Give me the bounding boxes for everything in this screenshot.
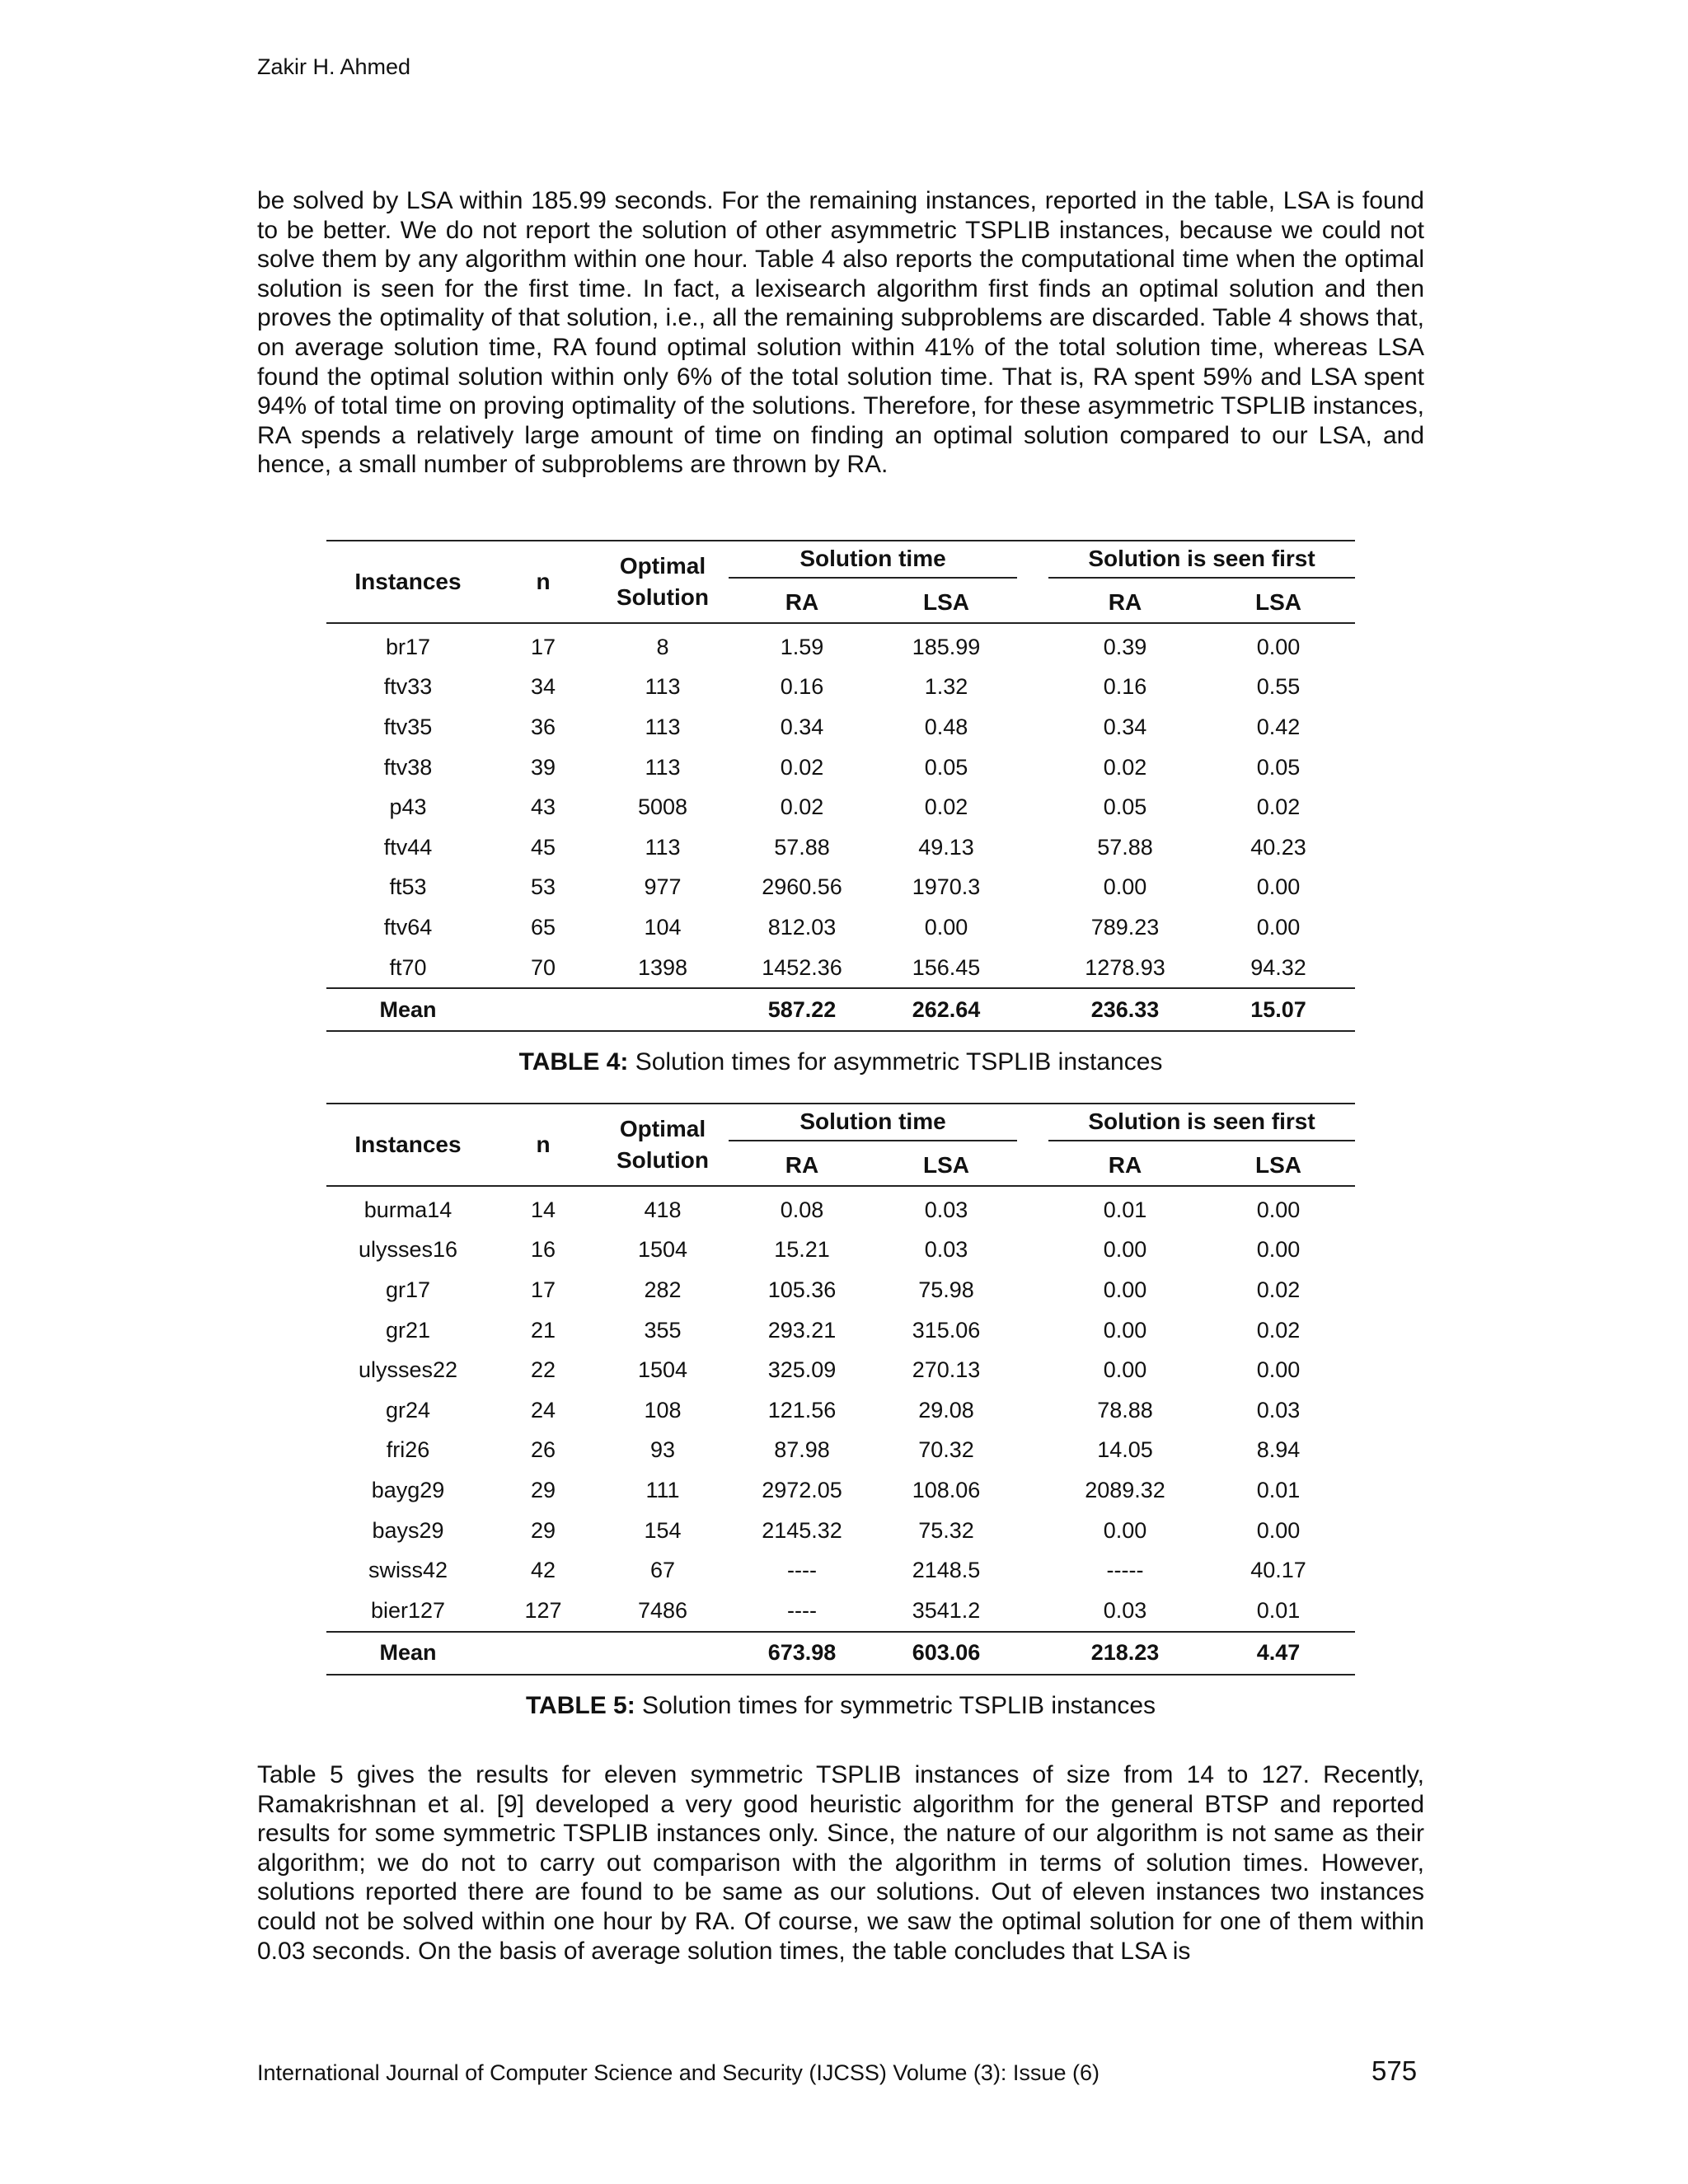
table-cell: 0.02 <box>780 794 824 820</box>
table-cell: 0.16 <box>780 674 824 700</box>
spacer-cell <box>1017 1390 1048 1431</box>
table-cell: 1278.93 <box>1085 954 1165 980</box>
table-cell: 104 <box>644 914 682 940</box>
table-cell: 315.06 <box>912 1317 981 1343</box>
table-cell: 0.16 <box>1103 674 1147 700</box>
table-cell: 0.03 <box>1103 1597 1147 1623</box>
table-cell: 17 <box>530 634 556 659</box>
table-cell: bays29 <box>372 1517 444 1543</box>
mean-row <box>326 988 1355 1031</box>
table-cell: 0.02 <box>1256 794 1301 820</box>
mean-cell: 673.98 <box>729 1632 875 1675</box>
table-cell: 16 <box>530 1237 556 1263</box>
table-cell: 0.05 <box>924 754 968 780</box>
table-cell: 127 <box>524 1597 562 1623</box>
table-row <box>326 1591 1355 1632</box>
header-solution-time: Solution time <box>729 541 1017 583</box>
table-cell: 1504 <box>637 1237 688 1263</box>
table-cell: 105.36 <box>767 1277 837 1302</box>
table-cell: 8 <box>656 634 669 659</box>
table-cell: 7486 <box>637 1597 688 1623</box>
table-cell: 0.34 <box>1103 714 1147 739</box>
spacer-cell <box>1017 787 1048 827</box>
table-cell: 36 <box>530 714 556 739</box>
table-cell: ulysses16 <box>358 1237 458 1263</box>
table-cell: ftv33 <box>383 674 433 700</box>
table-row <box>326 1470 1355 1511</box>
table-cell: ---- <box>787 1597 817 1623</box>
header-n: n <box>490 1104 597 1186</box>
table-cell: 0.02 <box>1256 1277 1301 1302</box>
table-row <box>326 868 1355 908</box>
table-cell: 1970.3 <box>912 874 981 900</box>
table-cell: 108 <box>644 1397 682 1422</box>
table-cell: 977 <box>644 874 682 900</box>
table-cell: 0.00 <box>1103 1517 1147 1543</box>
header-lsa: LSA <box>1202 583 1355 623</box>
table-cell: 14 <box>530 1197 556 1222</box>
table-cell: 2960.56 <box>762 874 842 900</box>
table-cell: ft53 <box>389 874 427 900</box>
table-row <box>326 1230 1355 1271</box>
table-5-caption <box>326 1692 1355 1720</box>
table-cell: 0.48 <box>924 714 968 739</box>
table-row <box>326 1550 1355 1591</box>
table-cell: 29 <box>530 1477 556 1502</box>
footer-journal: International Journal of Computer Science and Security (IJCSS) Volume (3): Issue (6) <box>257 2060 1100 2085</box>
table-cell: ftv38 <box>383 754 433 780</box>
table-cell: 0.05 <box>1103 794 1147 820</box>
mean-cell: 15.07 <box>1202 988 1355 1031</box>
table-cell: 185.99 <box>912 634 981 659</box>
header-ra: RA <box>1048 583 1202 623</box>
table-5-body <box>326 1186 1355 1675</box>
running-head-author: Zakir H. Ahmed <box>257 54 411 79</box>
table-cell: 3541.2 <box>912 1597 981 1623</box>
table-row <box>326 1390 1355 1431</box>
table-cell: 94.32 <box>1250 954 1306 980</box>
table-cell: p43 <box>389 794 427 820</box>
table-cell: 40.23 <box>1250 834 1306 860</box>
header-instances: Instances <box>326 1104 490 1186</box>
table-cell: 2148.5 <box>912 1558 981 1583</box>
mean-cell: 4.47 <box>1202 1632 1355 1675</box>
table-cell: 0.00 <box>1103 874 1147 900</box>
table-row <box>326 787 1355 827</box>
table-cell: 0.00 <box>924 914 968 940</box>
table-cell: ft70 <box>389 954 427 980</box>
table-cell: 57.88 <box>1097 834 1153 860</box>
table-cell: 2145.32 <box>762 1517 842 1543</box>
table-cell: 2972.05 <box>762 1477 842 1502</box>
table-cell: 1504 <box>637 1357 688 1383</box>
spacer-cell <box>1017 1632 1048 1675</box>
spacer-cell <box>1017 748 1048 788</box>
table-cell: 49.13 <box>918 834 974 860</box>
table-cell: 29 <box>530 1517 556 1543</box>
table-4 <box>326 540 1355 1076</box>
table-cell: br17 <box>385 634 431 659</box>
table-cell: 0.01 <box>1103 1197 1147 1222</box>
table-cell: 282 <box>644 1277 682 1302</box>
spacer-cell <box>1017 668 1048 708</box>
table-cell: ---- <box>787 1558 817 1583</box>
table-cell: 24 <box>530 1397 556 1422</box>
table-row <box>326 948 1355 989</box>
table-row <box>326 1350 1355 1390</box>
header-seen-first: Solution is seen first <box>1048 541 1355 583</box>
mean-row <box>326 1632 1355 1675</box>
header-optimal-line1: Optimal <box>619 1116 706 1141</box>
table-cell: 70.32 <box>918 1437 974 1463</box>
spacer-cell <box>1017 948 1048 989</box>
table-row <box>326 1310 1355 1351</box>
table-cell: 113 <box>645 674 681 700</box>
spacer-cell <box>1017 907 1048 948</box>
table-cell: 0.02 <box>780 754 824 780</box>
table-cell: 0.03 <box>1256 1397 1301 1422</box>
spacer-cell <box>1017 868 1048 908</box>
mean-cell: 262.64 <box>875 988 1017 1031</box>
table-cell: 78.88 <box>1097 1397 1153 1422</box>
header-ra: RA <box>729 583 875 623</box>
table-cell: 154 <box>644 1517 682 1543</box>
table-row <box>326 1186 1355 1230</box>
spacer-cell <box>597 988 729 1031</box>
header-n: n <box>490 541 597 623</box>
table-cell: 0.39 <box>1103 634 1147 659</box>
spacer-cell <box>1017 988 1048 1031</box>
table-cell: 0.00 <box>1256 914 1301 940</box>
spacer-cell <box>490 1632 597 1675</box>
spacer-cell <box>1017 1511 1048 1551</box>
table-cell: 93 <box>649 1437 676 1463</box>
table-cell: 75.98 <box>918 1277 974 1302</box>
header-lsa: LSA <box>875 583 1017 623</box>
table-cell: 8.94 <box>1256 1437 1301 1463</box>
table-cell: 293.21 <box>767 1317 837 1343</box>
table-cell: 45 <box>530 834 556 860</box>
table-row <box>326 907 1355 948</box>
table-cell: 113 <box>645 834 681 860</box>
header-solution-time: Solution time <box>729 1104 1017 1146</box>
table-cell: 87.98 <box>774 1437 830 1463</box>
table-5-caption-text: Solution times for symmetric TSPLIB instances <box>635 1691 1156 1719</box>
table-cell: 40.17 <box>1250 1558 1306 1583</box>
spacer-cell <box>1017 1431 1048 1471</box>
table-cell: 325.09 <box>767 1357 837 1383</box>
table-row <box>326 1431 1355 1471</box>
table-row <box>326 668 1355 708</box>
header-optimal-solution <box>597 541 729 623</box>
table-cell: 34 <box>530 674 556 700</box>
table-cell: 0.00 <box>1103 1237 1147 1263</box>
spacer-cell <box>490 988 597 1031</box>
table-cell: 0.02 <box>1103 754 1147 780</box>
spacer-cell <box>1017 1310 1048 1351</box>
header-optimal-line2: Solution <box>617 584 709 610</box>
mean-cell: Mean <box>326 1632 490 1675</box>
table-cell: 0.05 <box>1256 754 1301 780</box>
spacer-cell <box>1017 1591 1048 1632</box>
table-cell: ftv64 <box>383 914 433 940</box>
spacer-cell <box>1017 1550 1048 1591</box>
table-cell: 121.56 <box>767 1397 837 1422</box>
table-cell: 789.23 <box>1090 914 1160 940</box>
table-cell: 21 <box>530 1317 556 1343</box>
table-4-body <box>326 623 1355 1031</box>
table-cell: swiss42 <box>368 1558 448 1583</box>
table-cell: ulysses22 <box>358 1357 458 1383</box>
spacer-cell <box>1017 623 1048 668</box>
table-4-caption-text: Solution times for asymmetric TSPLIB instances <box>628 1048 1163 1076</box>
table-cell: 0.00 <box>1256 874 1301 900</box>
table-row <box>326 827 1355 868</box>
table-row <box>326 623 1355 668</box>
table-4-caption-label: TABLE 4: <box>518 1048 629 1076</box>
table-cell: 0.02 <box>1256 1317 1301 1343</box>
table-cell: 111 <box>645 1477 680 1502</box>
header-ra: RA <box>729 1146 875 1186</box>
table-cell: 0.00 <box>1256 634 1301 659</box>
mean-cell: 587.22 <box>729 988 875 1031</box>
table-cell: gr21 <box>385 1317 431 1343</box>
table-cell: 0.00 <box>1103 1277 1147 1302</box>
table-cell: 156.45 <box>912 954 981 980</box>
table-cell: 0.00 <box>1256 1517 1301 1543</box>
table-cell: 0.42 <box>1256 714 1301 739</box>
table-cell: 22 <box>530 1357 556 1383</box>
table-cell: bier127 <box>370 1597 446 1623</box>
table-row <box>326 1511 1355 1551</box>
table-cell: 14.05 <box>1097 1437 1153 1463</box>
table-cell: ----- <box>1106 1558 1144 1583</box>
table-row <box>326 1270 1355 1310</box>
body-paragraph-1: be solved by LSA within 185.99 seconds. For the remaining instances, reported in the table, LSA is found to be better. We do not report the solution of other asymmetric TSPLIB instances, because we could not solve them by any algorithm within one hour. Table 4 also reports the computational time when the optimal solution is seen for the first time. In fact, a lexisearch algorithm first finds an optimal solution and then proves the optimality of that solution, i.e., all the remaining subproblems are discarded. Table 4 shows that, on average solution time, RA found optimal solution within 41% of the total solution time, whereas LSA found the optimal solution within only 6% of the total solution time. That is, RA spent 59% and LSA spent 94% of total time on proving optimality of the solutions. Therefore, for these asymmetric TSPLIB instances, RA spends a relatively large amount of time on finding an optimal solution compared to our LSA, and hence, a small number of subproblems are thrown by RA. <box>257 187 1424 479</box>
table-cell: gr24 <box>385 1397 431 1422</box>
table-cell: 65 <box>530 914 556 940</box>
table-cell: 0.00 <box>1256 1237 1301 1263</box>
table-cell: 0.00 <box>1103 1317 1147 1343</box>
mean-cell: 236.33 <box>1048 988 1202 1031</box>
header-lsa: LSA <box>1202 1146 1355 1186</box>
body-paragraph-2: Table 5 gives the results for eleven symmetric TSPLIB instances of size from 14 to 127. Recently, Ramakrishnan et al. [9] developed a very good heuristic algorithm for the general BTSP and reported results for some symmetric TSPLIB instances only. Since, the nature of our algorithm is not same as their algorithm; we do not to carry out comparison with the algorithm in terms of solution times. However, solutions reported there are found to be same as our solutions. Out of eleven instances two instances could not be solved within one hour by RA. Of course, we saw the optimal solution for one of them within 0.03 seconds. On the basis of average solution times, the table concludes that LSA is <box>257 1761 1424 1965</box>
table-cell: bayg29 <box>371 1477 445 1502</box>
table-cell: 0.55 <box>1256 674 1301 700</box>
spacer-cell <box>1017 707 1048 748</box>
header-ra: RA <box>1048 1146 1202 1186</box>
header-lsa: LSA <box>875 1146 1017 1186</box>
table-cell: 0.00 <box>1103 1357 1147 1383</box>
table-cell: 1452.36 <box>762 954 842 980</box>
table-cell: 67 <box>649 1558 676 1583</box>
table-cell: 355 <box>644 1317 682 1343</box>
mean-cell: Mean <box>326 988 490 1031</box>
table-cell: 1398 <box>637 954 688 980</box>
spacer-cell <box>1017 827 1048 868</box>
table-cell: 0.34 <box>780 714 824 739</box>
spacer-cell <box>1017 1230 1048 1271</box>
table-cell: 75.32 <box>918 1517 974 1543</box>
table-cell: 57.88 <box>774 834 830 860</box>
table-cell: 812.03 <box>767 914 837 940</box>
mean-cell: 603.06 <box>875 1632 1017 1675</box>
table-5-grid <box>326 1103 1355 1675</box>
table-row <box>326 707 1355 748</box>
table-4-grid <box>326 540 1355 1032</box>
table-cell: 1.59 <box>780 634 824 659</box>
table-cell: 43 <box>530 794 556 820</box>
table-row <box>326 748 1355 788</box>
table-cell: gr17 <box>385 1277 431 1302</box>
table-cell: 5008 <box>637 794 688 820</box>
table-cell: 53 <box>530 874 556 900</box>
table-cell: burma14 <box>363 1197 452 1222</box>
spacer-cell <box>597 1632 729 1675</box>
table-cell: ftv35 <box>383 714 433 739</box>
table-cell: 108.06 <box>912 1477 981 1502</box>
table-cell: 113 <box>645 714 681 739</box>
table-cell: 0.02 <box>924 794 968 820</box>
table-cell: 270.13 <box>912 1357 981 1383</box>
table-5 <box>326 1103 1355 1720</box>
table-cell: 29.08 <box>918 1397 974 1422</box>
table-cell: ftv44 <box>383 834 433 860</box>
header-instances: Instances <box>326 541 490 623</box>
table-cell: 0.03 <box>924 1197 968 1222</box>
table-cell: fri26 <box>386 1437 430 1463</box>
header-optimal-line2: Solution <box>617 1147 709 1173</box>
table-5-caption-label: TABLE 5: <box>525 1691 635 1719</box>
spacer-cell <box>1017 1470 1048 1511</box>
table-cell: 0.00 <box>1256 1357 1301 1383</box>
table-cell: 2089.32 <box>1085 1477 1165 1502</box>
table-cell: 70 <box>530 954 556 980</box>
table-4-caption <box>326 1048 1355 1076</box>
table-cell: 26 <box>530 1437 556 1463</box>
spacer-cell <box>1017 1270 1048 1310</box>
table-cell: 42 <box>530 1558 556 1583</box>
header-optimal-solution <box>597 1104 729 1186</box>
table-cell: 0.01 <box>1256 1597 1301 1623</box>
table-cell: 39 <box>530 754 556 780</box>
table-cell: 418 <box>644 1197 682 1222</box>
table-cell: 17 <box>530 1277 556 1302</box>
table-cell: 0.00 <box>1256 1197 1301 1222</box>
header-optimal-line1: Optimal <box>619 553 706 579</box>
table-cell: 113 <box>645 754 681 780</box>
table-cell: 0.08 <box>780 1197 824 1222</box>
spacer-cell <box>1017 1350 1048 1390</box>
header-seen-first: Solution is seen first <box>1048 1104 1355 1146</box>
spacer-cell <box>1017 1186 1048 1230</box>
table-cell: 15.21 <box>774 1237 830 1263</box>
table-cell: 0.01 <box>1256 1477 1301 1502</box>
page-number: 575 <box>1372 2055 1418 2086</box>
table-cell: 1.32 <box>924 674 968 700</box>
table-cell: 0.03 <box>924 1237 968 1263</box>
mean-cell: 218.23 <box>1048 1632 1202 1675</box>
